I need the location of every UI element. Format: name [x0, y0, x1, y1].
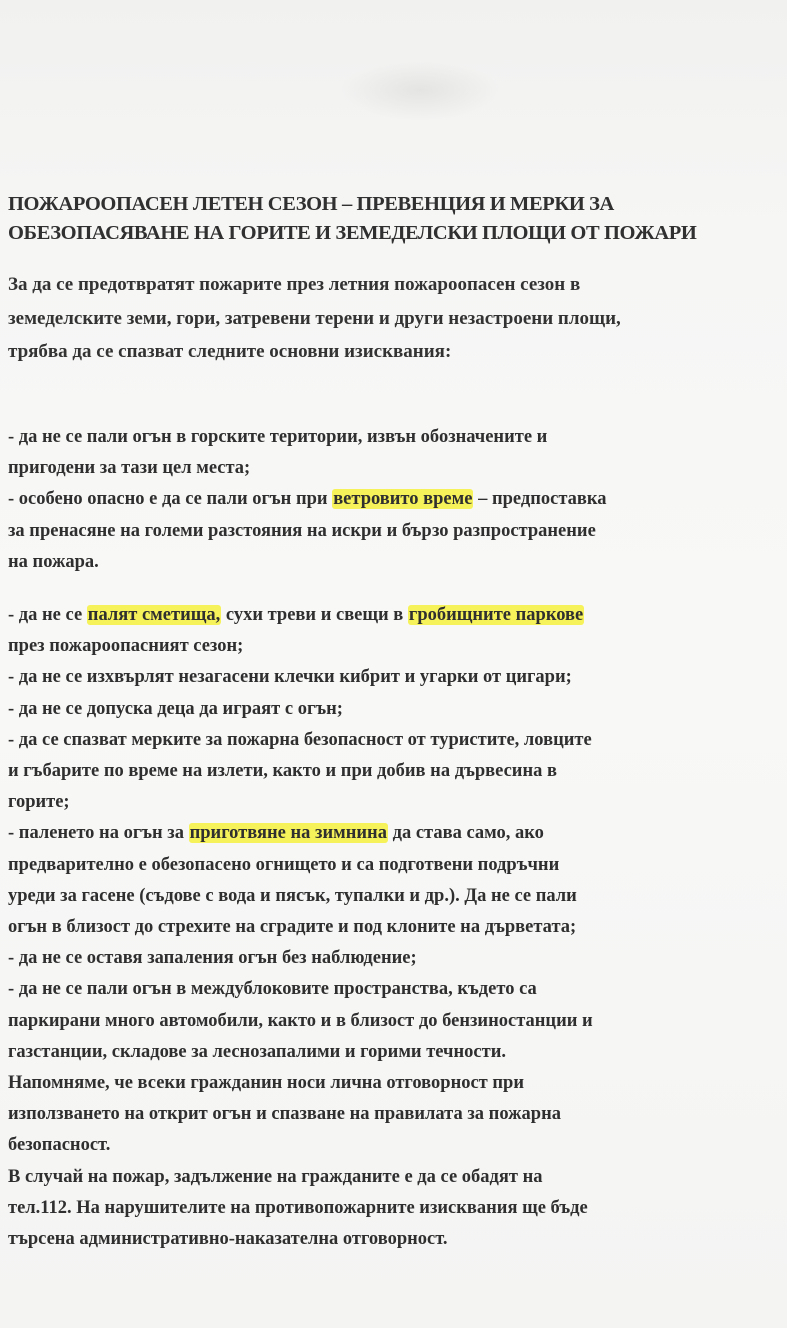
text-line: - да не се оставя запаления огън без наблюдение;	[8, 948, 417, 969]
text-line: и гъбарите по време на излети, както и при добив на дървесина в	[8, 761, 557, 782]
title-line: ПОЖАРООПАСЕН ЛЕТЕН СЕЗОН – ПРЕВЕНЦИЯ И МЕРКИ ЗА	[8, 193, 614, 215]
text-span: да става само, ако	[387, 823, 544, 844]
highlighted-text: гробищните паркове	[408, 605, 584, 626]
text-span: сухи треви и свещи в	[221, 605, 408, 626]
requirements-list	[8, 422, 783, 1255]
text-line: използването на открит огън и спазване на правилата за пожарна	[8, 1104, 561, 1125]
text-line: - да не се изхвърлят незагасени клечки кибрит и угарки от цигари;	[8, 667, 572, 688]
text-line: - да не се пали огън в междублоковите пространства, където са	[8, 979, 537, 1000]
text-line: - да не се допуска деца да играят с огън;	[8, 698, 343, 719]
text-line: горите;	[8, 792, 70, 813]
text-span: - особено опасно е да се пали огън при	[8, 489, 333, 510]
text-line: безопасност.	[8, 1135, 111, 1156]
title-line: ОБЕЗОПАСЯВАНЕ НА ГОРИТЕ И ЗЕМЕДЕЛСКИ ПЛОЩИ ОТ ПОЖАРИ	[8, 222, 697, 244]
highlighted-text: ветровито време	[333, 489, 473, 510]
text-line: предварително е обезопасено огнището и са подготвени подръчни	[8, 854, 560, 875]
paper-smudge	[340, 60, 500, 120]
text-line: тел.112. На нарушителите на противопожарните изисквания ще бъде	[8, 1197, 588, 1218]
intro-line: трябва да се спазват следните основни изисквания:	[8, 341, 452, 362]
document-title	[8, 190, 768, 248]
text-line: газстанции, складове за леснозапалими и горими течности.	[8, 1041, 506, 1062]
text-line: за пренасяне на големи разстояния на искри и бързо разпространение	[8, 520, 596, 541]
text-line: В случай на пожар, задължение на гражданите е да се обадят на	[8, 1166, 543, 1187]
text-span: – предпоставка	[473, 489, 607, 510]
text-line: търсена административно-наказателна отговорност.	[8, 1229, 448, 1250]
text-line: паркирани много автомобили, както и в близост до бензиностанции и	[8, 1010, 593, 1031]
highlighted-text: приготвяне на зимнина	[189, 823, 387, 844]
text-line: на пожара.	[8, 551, 99, 572]
intro-line: земеделските земи, гори, затревени терени и други незастроени площи,	[8, 307, 621, 329]
text-line: огън в близост до стрехите на сградите и под клоните на дърветата;	[8, 917, 577, 938]
paragraph-gap	[8, 578, 783, 600]
text-line: пригодени за тази цел места;	[8, 458, 251, 479]
highlighted-text: палят сметища,	[87, 605, 221, 626]
text-line: през пожароопасният сезон;	[8, 636, 244, 657]
text-line: уреди за гасене (съдове с вода и пясък, тупалки и др.). Да не се пали	[8, 885, 577, 906]
text-line: Напомняме, че всеки гражданин носи лична отговорност при	[8, 1073, 525, 1094]
text-span: - да не се	[8, 605, 87, 626]
text-line: - да се спазват мерките за пожарна безопасност от туристите, ловците	[8, 729, 592, 750]
text-line	[8, 484, 783, 515]
intro-line: За да се предотвратят пожарите през летния пожароопасен сезон в	[8, 274, 581, 295]
text-line: - да не се пали огън в горските територии, извън обозначените и	[8, 427, 548, 447]
text-span: - паленето на огън за	[8, 823, 189, 844]
text-line	[8, 818, 783, 849]
intro-paragraph	[8, 268, 778, 369]
text-line	[8, 600, 783, 631]
